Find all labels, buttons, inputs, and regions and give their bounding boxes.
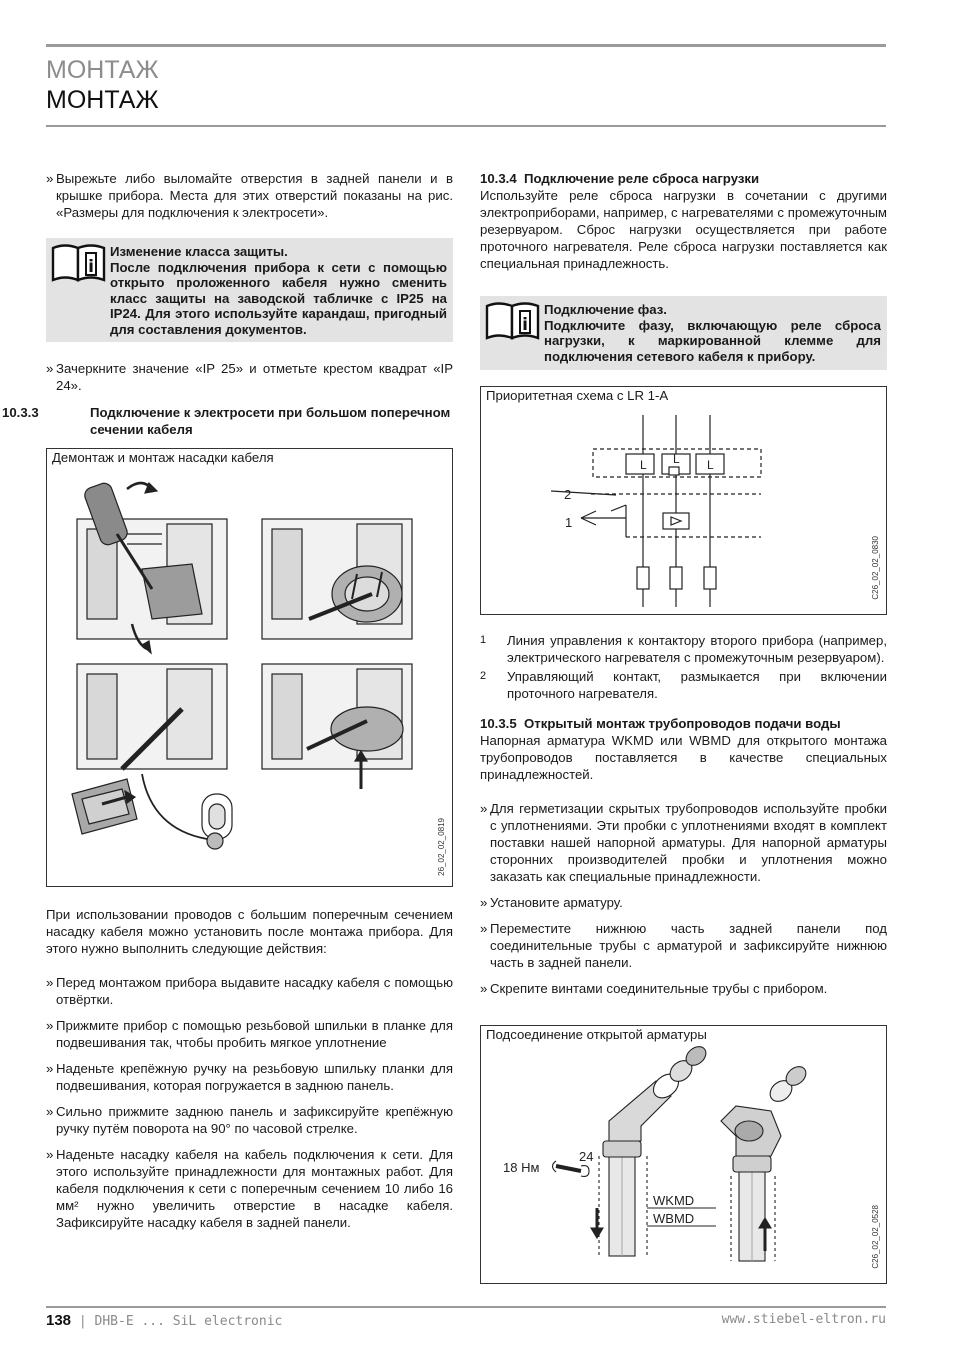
figure-fittings-code: C26_02_02_0528	[871, 1205, 880, 1269]
section-1033-num: 10.3.3	[2, 405, 39, 420]
right-bullet-3: » Переместите нижнюю часть задней панели под соединительные трубы с арматурой и зафиксируйте нижнюю часть в задней панели.	[480, 920, 887, 971]
legend-item-2	[480, 668, 887, 702]
note-phase-title: Подключение фаз.	[544, 302, 667, 317]
note-protection-body: После подключения прибора к сети с помощью открыто проложенного кабеля нужно сменить класс защиты на заводской табличке с IP25 на IP24. Для этого используйте карандаш, пригодный для составления документов.	[110, 259, 447, 337]
circuit-label-l1: L	[640, 458, 647, 472]
cable-gland-illustration	[47, 449, 452, 886]
left-column-3	[46, 906, 453, 1231]
right-column	[480, 170, 887, 272]
footer-rule	[46, 1306, 886, 1308]
section-1033	[2, 404, 453, 438]
footer-url: www.stiebel-eltron.ru	[721, 1312, 886, 1327]
torque-label: 18 Нм	[503, 1160, 540, 1175]
left-step-2: » Прижмите прибор с помощью резьбовой шпильки в планке для подвешивания так, чтобы пробить мягкое уплотнение	[46, 1017, 453, 1051]
open-fittings-illustration	[481, 1026, 886, 1283]
circuit-label-l3: L	[707, 458, 714, 472]
right-bullet-2: » Установите арматуру.	[480, 894, 887, 911]
wrench-size-label: 24	[579, 1149, 594, 1164]
header-top-rule	[46, 44, 886, 47]
left-column	[46, 170, 453, 221]
left-intro-paragraph: При использовании проводов с большим поперечным сечением насадку кабеля можно установить после монтажа прибора. Для этого нужно выполнить следующие действия:	[46, 907, 453, 956]
header-title-grey: МОНТАЖ	[46, 56, 159, 84]
figure-priority-caption: Приоритетная схема с LR 1-A	[486, 388, 669, 403]
note-phase-connection	[480, 296, 887, 370]
figure-cable-gland-code: 26_02_02_0819	[437, 818, 446, 876]
note-protection-class	[46, 238, 453, 342]
circuit-label-1: 1	[565, 515, 573, 530]
section-1034-num: 10.3.4	[480, 171, 517, 186]
legend-text-2: Управляющий контакт, размыкается при включении проточного нагревателя.	[507, 669, 887, 701]
header-title: МОНТАЖ	[46, 86, 159, 114]
right-bullet-4: » Скрепите винтами соединительные трубы с прибором.	[480, 980, 887, 997]
legend-text-1: Линия управления к контактору второго прибора (например, электрического нагревателя с промежуточным резервуаром).	[507, 633, 887, 665]
left-step-1: » Перед монтажом прибора выдавите насадку кабеля с помощью отвёртки.	[46, 974, 453, 1008]
left-step-4: » Сильно прижмите заднюю панель и зафиксируйте крепёжную ручку путём поворота на 90° по часовой стрелке.	[46, 1103, 453, 1137]
priority-circuit-diagram	[481, 387, 886, 614]
circuit-label-2: 2	[564, 487, 572, 502]
section-1034	[480, 170, 887, 187]
circuit-legend	[480, 632, 887, 702]
left-column-2	[2, 360, 453, 438]
footer-left	[46, 1312, 282, 1329]
right-bullet-1: » Для герметизации скрытых трубопроводов используйте пробки с уплотнениями. Эти пробки с уплотнениями входят в комплект поставки нашей напорной арматуры. Для напорной арматуры сторонних производителей пробки и уплотнения можно заказать как специальные принадлежности.	[480, 800, 887, 885]
left-step-3: » Наденьте крепёжную ручку на резьбовую шпильку планки для подвешивания, которая погружается в заднюю панель.	[46, 1060, 453, 1094]
info-book-icon	[50, 240, 108, 284]
legend-item-1	[480, 632, 887, 666]
doc-title: | DHB-E ... SiL electronic	[78, 1314, 283, 1329]
model-wkmd-label: WKMD	[653, 1193, 695, 1208]
circuit-label-l2: L	[673, 452, 680, 466]
svg-text:i: i	[522, 315, 528, 335]
left-bullet-ip: » Зачеркните значение «IP 25» и отметьте крестом квадрат «IP 24».	[46, 360, 453, 394]
legend-num-1: 1	[480, 634, 487, 646]
note-phase-body: Подключите фазу, включающую реле сброса нагрузки, к маркированной клемме для подключения сетевого кабеля к прибору.	[544, 317, 881, 364]
right-paragraph-fittings: Напорная арматура WKMD или WBMD для открытого монтажа трубопроводов поставляется в качестве специальных принадлежностей.	[480, 733, 887, 782]
section-1034-title: Подключение реле сброса нагрузки	[524, 171, 760, 186]
model-wbmd-label: WBMD	[653, 1211, 695, 1226]
figure-priority-circuit	[480, 386, 887, 615]
header-bottom-rule	[46, 125, 886, 127]
figure-open-fittings	[480, 1025, 887, 1284]
left-step-5: » Наденьте насадку кабеля на кабель подключения к сети. Для этого используйте принадлежности для монтажных работ. Для кабеля подключения к сети с поперечным сечением 10 либо 16 мм² нужно увеличить отверстие в насадке кабеля. Зафиксируйте насадку кабеля в задней панели.	[46, 1146, 453, 1231]
figure-cable-gland	[46, 448, 453, 887]
right-paragraph-relay: Используйте реле сброса нагрузки в сочетании с другими электроприборами, например, с нагревателями с промежуточным резервуаром. Сброс нагрузки осуществляется при работе проточного нагревателя. Реле сброса нагрузки поставляется как специальная принадлежность.	[480, 188, 887, 271]
section-1033-title: Подключение к электросети при большом поперечном сечении кабеля	[90, 405, 451, 437]
legend-num-2: 2	[480, 670, 487, 682]
section-1035-num: 10.3.5	[480, 716, 517, 731]
figure-fittings-caption: Подсоединение открытой арматуры	[486, 1027, 707, 1042]
figure-priority-code: C26_02_02_0830	[871, 536, 880, 600]
section-1035-title: Открытый монтаж трубопроводов подачи воды	[524, 716, 841, 731]
svg-text:i: i	[88, 257, 94, 277]
left-bullet-cutouts: » Вырежьте либо выломайте отверстия в задней панели и в крышке прибора. Места для этих отверстий показаны на рис. «Размеры для подключения к электросети».	[46, 170, 453, 221]
section-1035	[480, 715, 887, 732]
right-column-2	[480, 715, 887, 997]
note-protection-title: Изменение класса защиты.	[110, 244, 288, 259]
figure-cable-gland-caption: Демонтаж и монтаж насадки кабеля	[52, 450, 274, 465]
info-book-icon	[484, 298, 542, 342]
page-number: 138	[46, 1312, 72, 1329]
